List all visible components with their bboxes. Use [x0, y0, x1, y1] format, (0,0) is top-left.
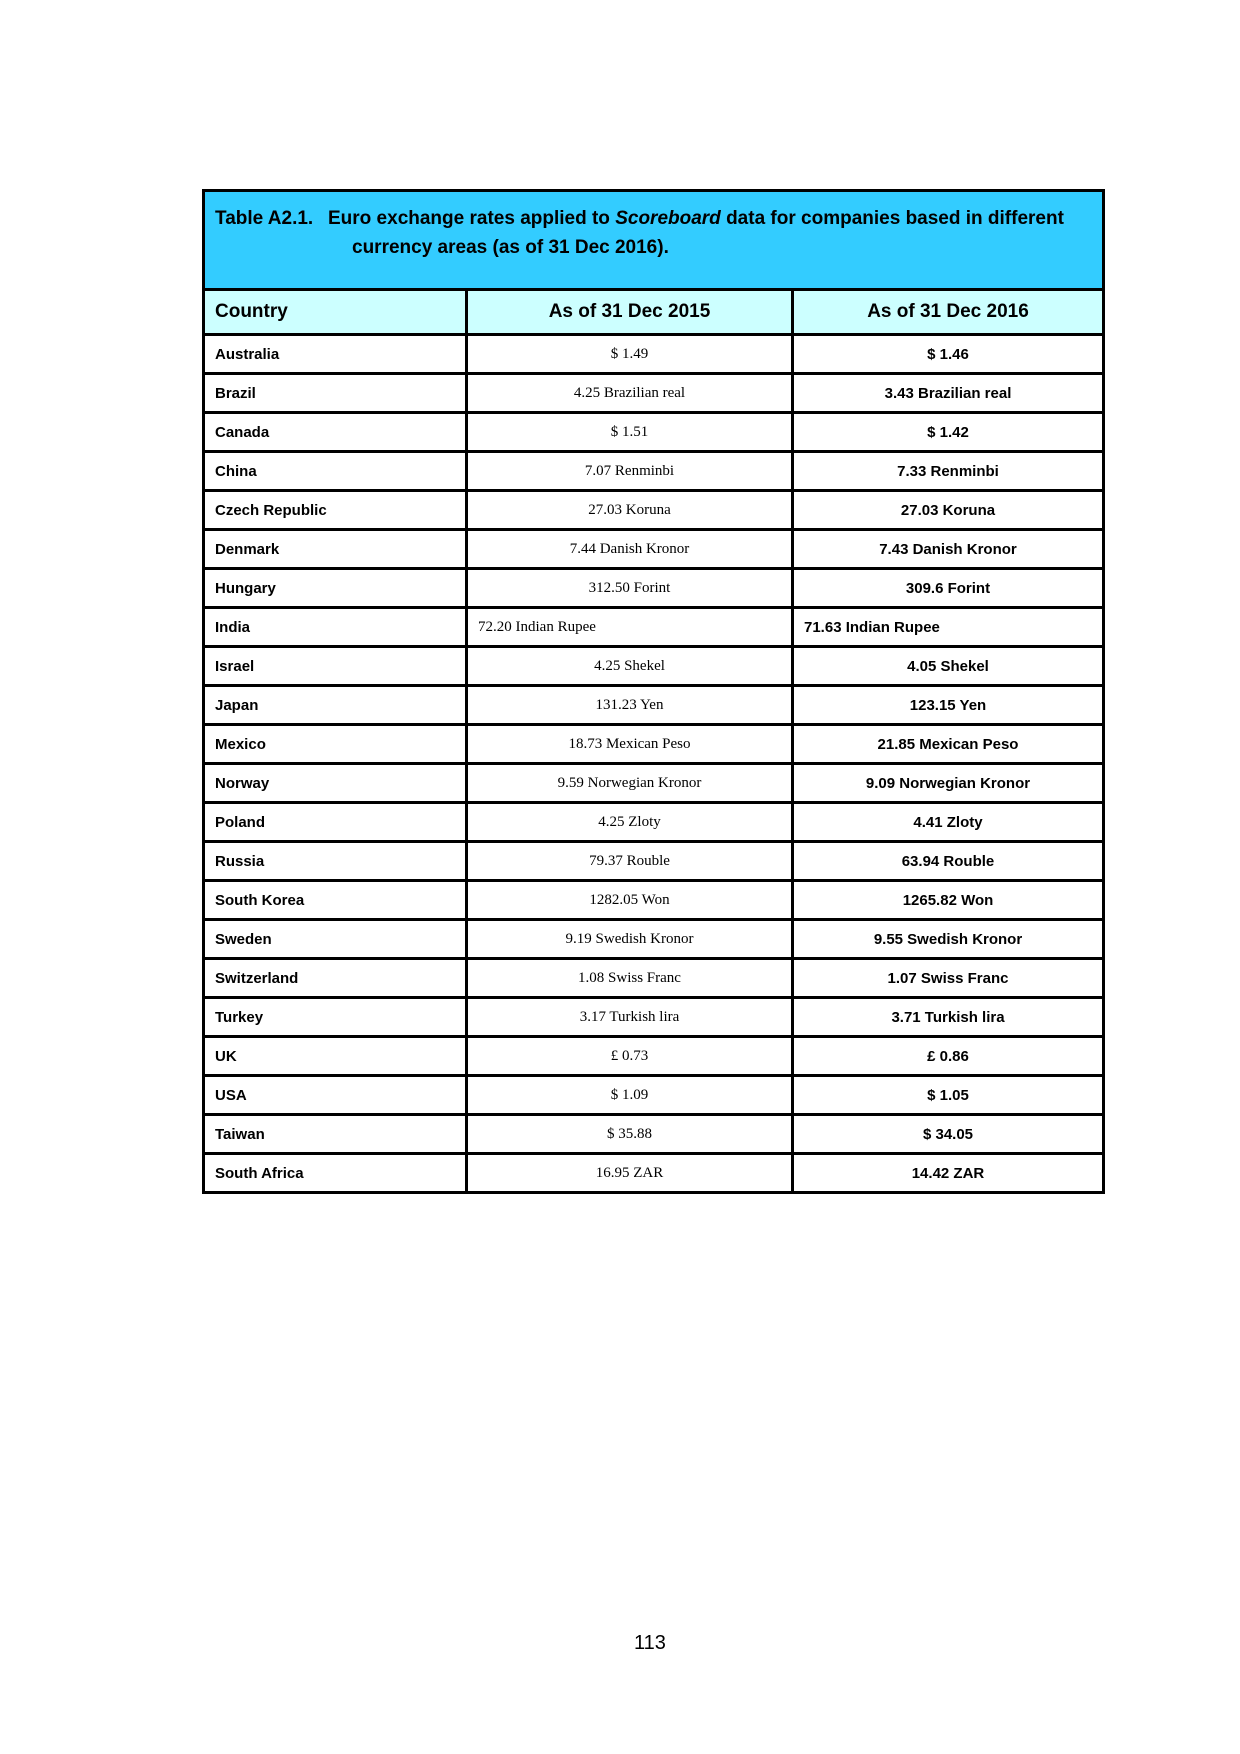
table-row: [204, 686, 1104, 725]
caption-text-part1: Euro exchange rates applied to: [328, 208, 616, 229]
cell-rate-2016: 14.42 ZAR: [793, 1154, 1104, 1193]
cell-rate-2016: 123.15 Yen: [793, 686, 1104, 725]
table-row: [204, 413, 1104, 452]
table-row: [204, 725, 1104, 764]
caption-label: Table A2.1.: [215, 208, 314, 229]
table-row: [204, 569, 1104, 608]
cell-rate-2015: 7.07 Renminbi: [467, 452, 793, 491]
table-row: [204, 452, 1104, 491]
table-caption-row: [204, 191, 1104, 290]
table-body: [204, 335, 1104, 1193]
cell-rate-2016: $ 34.05: [793, 1115, 1104, 1154]
cell-rate-2015: 9.19 Swedish Kronor: [467, 920, 793, 959]
cell-rate-2015: 3.17 Turkish lira: [467, 998, 793, 1037]
table-row: [204, 959, 1104, 998]
cell-rate-2015: 79.37 Rouble: [467, 842, 793, 881]
cell-country: Hungary: [204, 569, 467, 608]
cell-rate-2015: $ 35.88: [467, 1115, 793, 1154]
cell-rate-2015: 4.25 Zloty: [467, 803, 793, 842]
cell-rate-2016: 4.05 Shekel: [793, 647, 1104, 686]
caption-line-1: [215, 204, 1092, 233]
cell-country: Czech Republic: [204, 491, 467, 530]
table-row: [204, 998, 1104, 1037]
cell-country: Norway: [204, 764, 467, 803]
header-2015: As of 31 Dec 2015: [467, 290, 793, 335]
cell-country: Sweden: [204, 920, 467, 959]
cell-rate-2016: £ 0.86: [793, 1037, 1104, 1076]
cell-country: Canada: [204, 413, 467, 452]
cell-country: Japan: [204, 686, 467, 725]
cell-country: Poland: [204, 803, 467, 842]
table-row: [204, 842, 1104, 881]
cell-rate-2016: 71.63 Indian Rupee: [793, 608, 1104, 647]
cell-rate-2015: 9.59 Norwegian Kronor: [467, 764, 793, 803]
cell-country: Mexico: [204, 725, 467, 764]
exchange-rate-table-container: [202, 189, 1102, 1194]
cell-country: Brazil: [204, 374, 467, 413]
cell-rate-2015: 1282.05 Won: [467, 881, 793, 920]
table-row: [204, 647, 1104, 686]
cell-rate-2015: 27.03 Koruna: [467, 491, 793, 530]
cell-country: Russia: [204, 842, 467, 881]
cell-country: Switzerland: [204, 959, 467, 998]
table-row: [204, 1115, 1104, 1154]
exchange-rate-table: [202, 189, 1105, 1194]
table-row: [204, 335, 1104, 374]
caption-text-part2: data for companies based in different: [720, 208, 1064, 229]
cell-country: Israel: [204, 647, 467, 686]
cell-country: Australia: [204, 335, 467, 374]
cell-country: South Africa: [204, 1154, 467, 1193]
table-row: [204, 608, 1104, 647]
cell-rate-2016: 7.33 Renminbi: [793, 452, 1104, 491]
cell-rate-2015: $ 1.09: [467, 1076, 793, 1115]
table-row: [204, 803, 1104, 842]
cell-rate-2016: 1.07 Swiss Franc: [793, 959, 1104, 998]
cell-rate-2016: 4.41 Zloty: [793, 803, 1104, 842]
table-caption: [204, 191, 1104, 290]
cell-rate-2016: 9.55 Swedish Kronor: [793, 920, 1104, 959]
cell-rate-2015: 312.50 Forint: [467, 569, 793, 608]
cell-rate-2016: 7.43 Danish Kronor: [793, 530, 1104, 569]
cell-rate-2015: $ 1.49: [467, 335, 793, 374]
cell-rate-2015: $ 1.51: [467, 413, 793, 452]
cell-rate-2015: 72.20 Indian Rupee: [467, 608, 793, 647]
cell-rate-2015: £ 0.73: [467, 1037, 793, 1076]
table-row: [204, 881, 1104, 920]
table-header-row: [204, 290, 1104, 335]
cell-country: Taiwan: [204, 1115, 467, 1154]
cell-country: USA: [204, 1076, 467, 1115]
cell-rate-2015: 1.08 Swiss Franc: [467, 959, 793, 998]
cell-rate-2016: $ 1.05: [793, 1076, 1104, 1115]
cell-rate-2016: $ 1.46: [793, 335, 1104, 374]
cell-rate-2015: 131.23 Yen: [467, 686, 793, 725]
table-row: [204, 374, 1104, 413]
cell-rate-2015: 4.25 Shekel: [467, 647, 793, 686]
cell-country: India: [204, 608, 467, 647]
table-row: [204, 920, 1104, 959]
cell-rate-2015: 18.73 Mexican Peso: [467, 725, 793, 764]
cell-rate-2016: 1265.82 Won: [793, 881, 1104, 920]
cell-rate-2015: 7.44 Danish Kronor: [467, 530, 793, 569]
cell-rate-2016: 63.94 Rouble: [793, 842, 1104, 881]
cell-country: Turkey: [204, 998, 467, 1037]
cell-country: South Korea: [204, 881, 467, 920]
cell-rate-2016: 9.09 Norwegian Kronor: [793, 764, 1104, 803]
header-2016: As of 31 Dec 2016: [793, 290, 1104, 335]
cell-rate-2016: 3.43 Brazilian real: [793, 374, 1104, 413]
page-number: 113: [634, 1632, 666, 1654]
table-row: [204, 1037, 1104, 1076]
table-row: [204, 1076, 1104, 1115]
cell-rate-2016: 309.6 Forint: [793, 569, 1104, 608]
table-row: [204, 530, 1104, 569]
cell-rate-2016: $ 1.42: [793, 413, 1104, 452]
cell-rate-2016: 27.03 Koruna: [793, 491, 1104, 530]
table-row: [204, 764, 1104, 803]
cell-rate-2015: 4.25 Brazilian real: [467, 374, 793, 413]
cell-country: China: [204, 452, 467, 491]
cell-rate-2015: 16.95 ZAR: [467, 1154, 793, 1193]
table-row: [204, 491, 1104, 530]
cell-rate-2016: 21.85 Mexican Peso: [793, 725, 1104, 764]
caption-line-2: currency areas (as of 31 Dec 2016).: [352, 237, 669, 258]
caption-italic: Scoreboard: [615, 208, 721, 229]
cell-country: UK: [204, 1037, 467, 1076]
header-country: Country: [204, 290, 467, 335]
cell-country: Denmark: [204, 530, 467, 569]
cell-rate-2016: 3.71 Turkish lira: [793, 998, 1104, 1037]
table-row: [204, 1154, 1104, 1193]
